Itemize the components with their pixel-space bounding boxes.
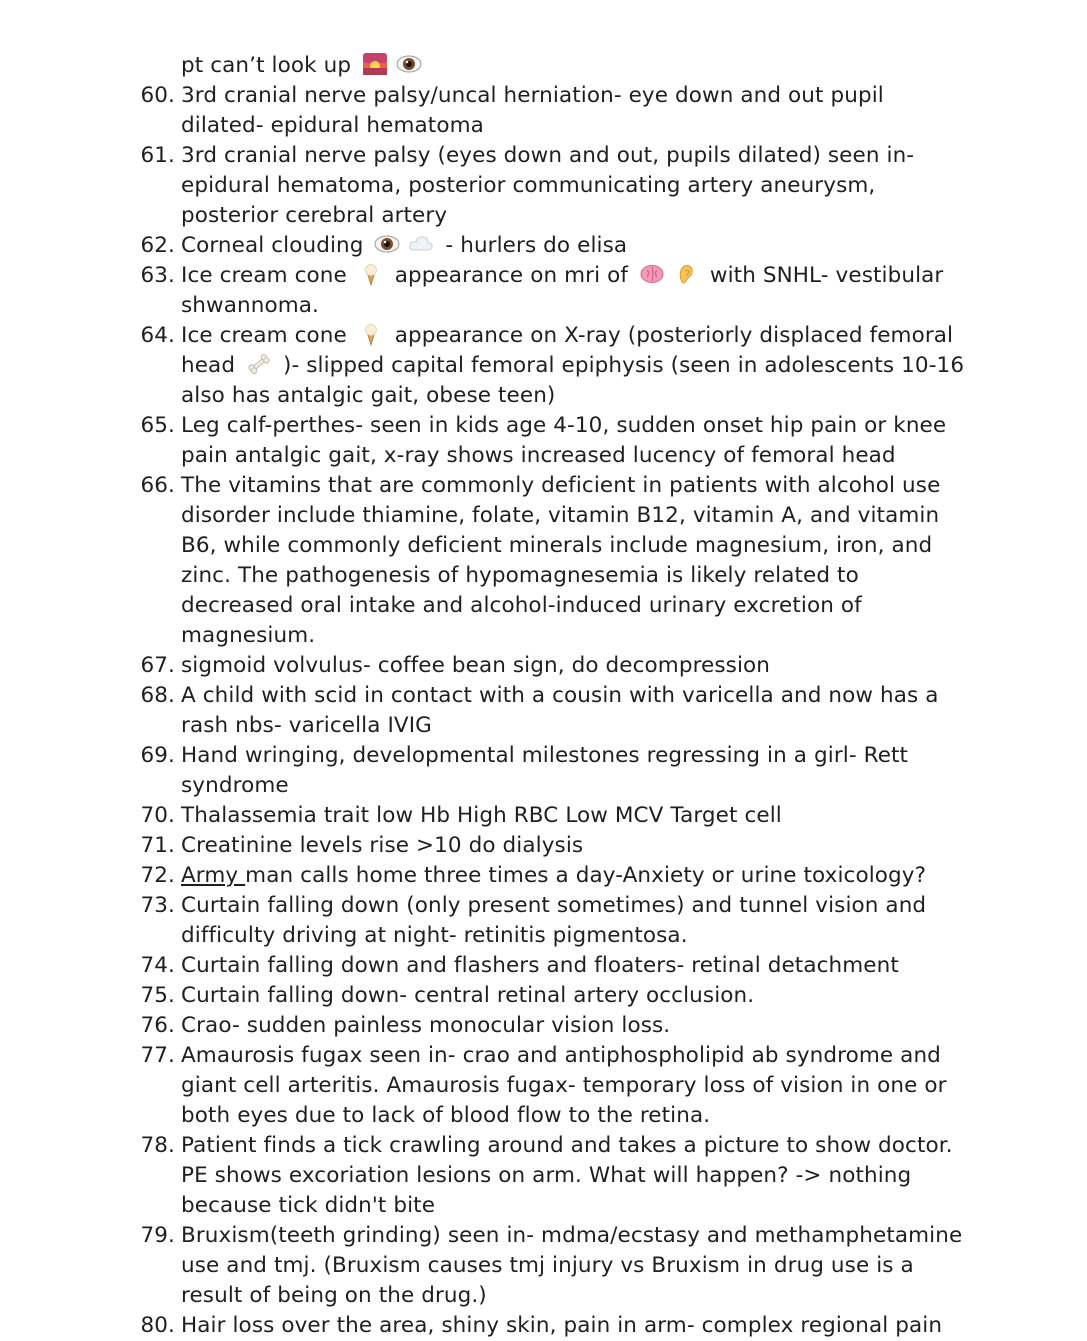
item-text: - hurlers do elisa xyxy=(445,233,628,258)
item-text: The vitamins that are commonly deficient in patients with alcohol use disorder include thiamine, folate, vitamin B12, vitamin A, and vitamin B6, while commonly deficient minerals include magnesium, iron, and zinc. The pathogenesis of hypomagnesemia is likely related to decreased oral intake and alcohol-induced urinary excretion of magnesium. xyxy=(181,473,941,648)
list-item xyxy=(0,681,1087,741)
item-number: 70. xyxy=(140,803,175,828)
item-text: Ice cream cone xyxy=(181,263,347,288)
item-number: 61. xyxy=(140,143,175,168)
item-number: 78. xyxy=(140,1133,175,1158)
list-item xyxy=(0,1131,1087,1221)
item-number: 67. xyxy=(140,653,175,678)
list-item xyxy=(0,411,1087,471)
ear-icon xyxy=(673,262,699,286)
item-number: 79. xyxy=(140,1223,175,1248)
item-text: Thalassemia trait low Hb High RBC Low MCV Target cell xyxy=(181,803,782,828)
item-number: 62. xyxy=(140,233,175,258)
list-item xyxy=(0,891,1087,951)
item-text: Curtain falling down and flashers and floaters- retinal detachment xyxy=(181,953,899,978)
item-text: Curtain falling down (only present sometimes) and tunnel vision and difficulty driving at night- retinitis pigmentosa. xyxy=(181,893,927,948)
item-text: Hand wringing, developmental milestones regressing in a girl- Rett syndrome xyxy=(181,743,909,798)
item-number: 76. xyxy=(140,1013,175,1038)
item-number: 60. xyxy=(140,83,175,108)
item-text: )- slipped capital femoral epiphysis (seen in adolescents 10-16 also has antalgic gait, obese teen) xyxy=(181,353,965,408)
item-number: 72. xyxy=(140,863,175,888)
item-number: 75. xyxy=(140,983,175,1008)
list-item xyxy=(0,1311,1087,1341)
item-text: 3rd cranial nerve palsy (eyes down and out, pupils dilated) seen in- epidural hematoma, posterior communicating artery aneurysm, posterior cerebral artery xyxy=(181,143,915,228)
item-text: Creatinine levels rise >10 do dialysis xyxy=(181,833,584,858)
sunset-icon xyxy=(362,52,388,76)
item-text: Patient finds a tick crawling around and takes a picture to show doctor. PE shows excoriation lesions on arm. What will happen? -> nothing because tick didn't bite xyxy=(181,1133,953,1218)
list-item xyxy=(0,801,1087,831)
note-document xyxy=(0,51,1087,1341)
item-number: 74. xyxy=(140,953,175,978)
item-text: Ice cream cone xyxy=(181,323,347,348)
list-item xyxy=(0,141,1087,231)
item-text: Corneal clouding xyxy=(181,233,364,258)
eye-icon xyxy=(374,232,400,256)
item-number: 63. xyxy=(140,263,175,288)
item-text: Bruxism(teeth grinding) seen in- mdma/ecstasy and methamphetamine use and tmj. (Bruxism causes tmj injury vs Bruxism in drug use is a result of being on the drug.) xyxy=(181,1223,963,1308)
item-text: Hair loss over the area, shiny skin, pain in arm- complex regional pain xyxy=(181,1313,943,1338)
item-text: sigmoid volvulus- coffee bean sign, do decompression xyxy=(181,653,771,678)
list-item xyxy=(0,231,1087,261)
list-item xyxy=(0,951,1087,981)
cloud-icon xyxy=(408,232,434,256)
list-item xyxy=(0,1011,1087,1041)
brain-icon xyxy=(639,262,665,286)
item-number: 65. xyxy=(140,413,175,438)
item-text: Leg calf-perthes- seen in kids age 4-10, sudden onset hip pain or knee pain antalgic gait, x-ray shows increased lucency of femoral head xyxy=(181,413,947,468)
list-item xyxy=(0,1041,1087,1131)
list-item xyxy=(0,321,1087,411)
list-item xyxy=(0,81,1087,141)
item-text: man calls home three times a day-Anxiety or urine toxicology? xyxy=(245,863,927,888)
item-text: Amaurosis fugax seen in- crao and antiphospholipid ab syndrome and giant cell arteritis. Amaurosis fugax- temporary loss of vision in one or both eyes due to lack of blood flow to the retina. xyxy=(181,1043,947,1128)
eye-icon xyxy=(396,52,422,76)
list-item xyxy=(0,651,1087,681)
item-number: 64. xyxy=(140,323,175,348)
item-number: 69. xyxy=(140,743,175,768)
list-item xyxy=(0,1221,1087,1311)
list-item xyxy=(0,741,1087,801)
item-number: 68. xyxy=(140,683,175,708)
item-number: 80. xyxy=(140,1313,175,1338)
item-text: with SNHL- vestibular shwannoma. xyxy=(181,263,944,318)
item-number: 66. xyxy=(140,473,175,498)
item-text: A child with scid in contact with a cousin with varicella and now has a rash nbs- varicella IVIG xyxy=(181,683,939,738)
list-item xyxy=(0,261,1087,321)
item-text: appearance on mri of xyxy=(394,263,629,288)
item-text: Crao- sudden painless monocular vision loss. xyxy=(181,1013,671,1038)
item-number: 73. xyxy=(140,893,175,918)
list-item xyxy=(0,981,1087,1011)
underlined-word: Army xyxy=(181,863,246,888)
list-item xyxy=(0,471,1087,651)
item-text: pt can’t look up xyxy=(181,53,352,78)
item-text: 3rd cranial nerve palsy/uncal herniation- eye down and out pupil dilated- epidural hematoma xyxy=(181,83,884,138)
list-item xyxy=(0,51,1087,81)
ice-cream-cone-icon xyxy=(358,322,384,346)
list-item xyxy=(0,861,1087,891)
ice-cream-cone-icon xyxy=(358,262,384,286)
item-number: 71. xyxy=(140,833,175,858)
bone-icon xyxy=(246,352,272,376)
list-item xyxy=(0,831,1087,861)
item-text: Curtain falling down- central retinal artery occlusion. xyxy=(181,983,755,1008)
item-number: 77. xyxy=(140,1043,175,1068)
item-text: appearance on X-ray (posteriorly displaced femoral head xyxy=(181,323,954,378)
